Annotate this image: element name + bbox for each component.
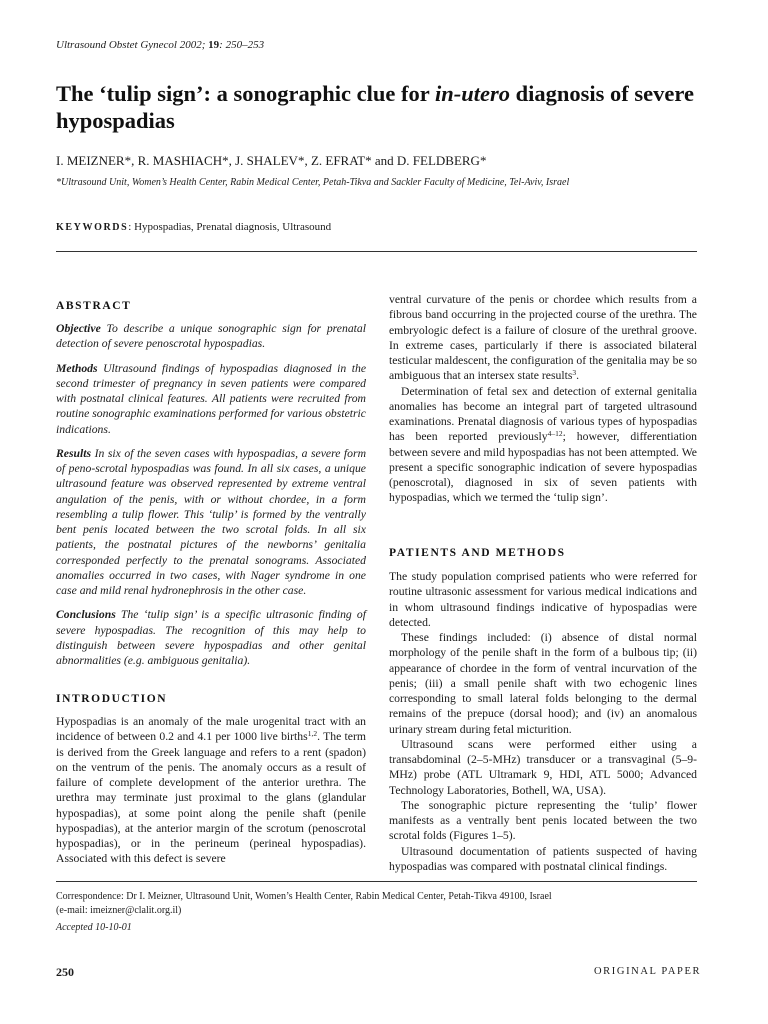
correspondence-note: [56, 890, 716, 918]
introduction-paragraph-2: Determination of fetal sex and detection of external genitalia anomalies has become an integral part of targeted ultrasound examinations. Prenatal diagnosis of various types of hypospadias has been reported previously$^{4-12}$; however, differentiation between severe and mild hypospadias has not been attempted. We present a specific sonographic indication of severe hypospadias (penoscrotal), diagnosed in six of seven patients with hypospadias, which we termed the ‘tulip sign’.: [389, 384, 698, 505]
abstract-methods: Methods Ultrasound findings of hypospadias diagnosed in the second trimester of pregnancy in seven patients were compared with postnatal clinical features. All patients were recruited from routine sonographic examinations performed for various obstetric indications.: [56, 361, 367, 436]
introduction-heading: INTRODUCTION: [56, 693, 168, 705]
citation-ref: 1,2: [307, 729, 318, 739]
abstract-results: Results In six of the seven cases with hypospadias, a severe form of peno-scrotal hypospadias was found. In all six cases, a unique ultrasound feature was observed represented by extreme ventral angulation of the penis, with or without chordee, in a form resembling a tulip flower. This ‘tulip’ is formed by the ventrally bent penis located between the two scrotal folds. In all six patients, the postnatal pictures of the newborns’ genitalia corresponded perfectly to the prenatal sonograms. Associated anomalies occurred in two cases, with Nager syndrome in one case and mild renal hydronephrosis in the other case.: [56, 446, 367, 597]
citation-ref: 3: [572, 368, 577, 378]
accepted-date: Accepted 10-10-01: [56, 922, 132, 933]
patients-methods-heading: PATIENTS AND METHODS: [389, 547, 566, 559]
correspondence-address: Correspondence: Dr I. Meizner, Ultrasound Unit, Women’s Health Center, Rabin Medical Center, Petah-Tikva 49100, Israel: [56, 891, 552, 902]
journal-name: Ultrasound Obstet Gynecol: [56, 39, 177, 51]
abstract-heading: ABSTRACT: [56, 300, 132, 312]
patients-methods-body: [389, 569, 697, 874]
keywords: KEYWORDS: Hypospadias, Prenatal diagnosis, Ultrasound: [56, 221, 332, 233]
page-number: 250: [56, 965, 74, 979]
article-type-label: ORIGINAL PAPER: [594, 966, 702, 977]
abstract-objective: Objective To describe a unique sonographic sign for prenatal detection of severe penoscrotal hypospadias.: [56, 322, 367, 351]
methods-paragraph-4: The sonographic picture representing the ‘tulip’ flower manifests as a ventrally bent penis located between the two scrotal folds (Figures 1–5).: [389, 798, 697, 843]
header-divider: [56, 251, 697, 252]
affiliation: *Ultrasound Unit, Women’s Health Center, Rabin Medical Center, Petah-Tikva and Sackler Faculty of Medicine, Tel-Aviv, Israel: [56, 177, 570, 188]
keywords-text: Hypospadias, Prenatal diagnosis, Ultrasound: [134, 221, 332, 233]
journal-pages: : 250–253: [219, 39, 265, 51]
methods-paragraph-2: These findings included: (i) absence of distal normal morphology of the penile shaft in the form of a bulbous tip; (ii) appearance of chordee in the form of ventral incurvation of the penis; (iii) a small penile shaft with two echogenic lines corresponding to small lateral folds belonging to the dermal remains of the prepuce (dorsal hood); and (iv) an anomalous urinary stream during fetal micturition.: [389, 631, 697, 736]
footer-divider: [56, 881, 697, 882]
title-italic: in-utero: [434, 81, 510, 106]
introduction-paragraph-1: Hypospadias is an anomaly of the male urogenital tract with an incidence of between 0.2 and 4.1 per 1000 live births$^{1,2}$. The term is derived from the Greek language and refers to a rent (spadon) on the ventrum of the penis. The anomaly occurs as a result of failure of complete development of the anterior urethra. The urethra may terminate just proximal to the glans (glandular hypospadias), at some point along the penile shaft (penile hypospadias), at the anterior margin of the scrotum (penoscrotal hypospadias), or in the perineum (perineal hypospadias). Associated with this defect is severe: [56, 715, 366, 866]
methods-paragraph-1: The study population comprised patients who were referred for routine ultrasonic assessment for various medical indications and in whom ultrasound findings indicative of hypospadias were detected.: [389, 570, 697, 629]
introduction-body-left: [56, 714, 366, 867]
journal-citation: [56, 39, 264, 51]
journal-volume: 19: [208, 39, 220, 51]
author-list: I. MEIZNER*, R. MASHIACH*, J. SHALEV*, Z. EFRAT* and D. FELDBERG*: [56, 153, 487, 168]
keywords-label: KEYWORDS: [56, 222, 129, 233]
introduction-paragraph-1-continued: ventral curvature of the penis or chordee which results from a fibrous band occurring in the projected course of the urethra. The embryologic defect is a failure of closure of the urethral groove. In extreme cases, particularly if there is associated bilateral testicular maldescent, the configuration of the genitalia may be so ambiguous that an intersex state results$^3$.: [389, 293, 697, 383]
abstract-conclusions: Conclusions The ‘tulip sign’ is a specific ultrasonic finding of severe hypospadias. The recognition of this may help to distinguish between severe hypospadias and other genital abnormalities (e.g. ambiguous genitalia).: [56, 608, 367, 667]
correspondence-email: (e-mail: imeizner@clalit.org.il): [56, 905, 182, 916]
introduction-body-right: [389, 292, 697, 506]
abstract-body: [56, 321, 366, 668]
journal-year: 2002;: [179, 39, 206, 51]
citation-ref: 4–12: [547, 429, 563, 439]
methods-paragraph-5: Ultrasound documentation of patients suspected of having hypospadias was compared with postnatal clinical findings.: [389, 844, 697, 873]
article-title: The ‘tulip sign’: a sonographic clue for in-utero diagnosis of severe hypospadias: [56, 81, 694, 133]
methods-paragraph-3: Ultrasound scans were performed either using a transabdominal (2–5-MHz) transducer or a transvaginal (5–9-MHz) probe (ATL Ultramark 9, HDI, ATL 5000; Advanced Technology Laboratories, Bothell, WA, USA).: [389, 737, 697, 797]
